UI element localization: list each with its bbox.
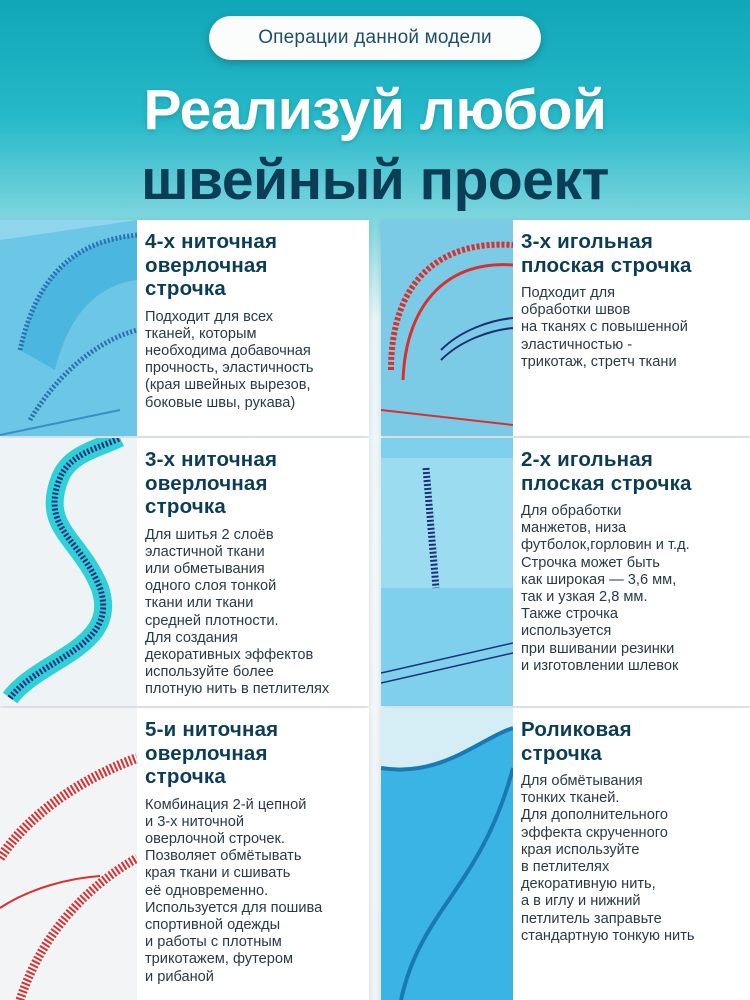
card-description: Комбинация 2-й цепной и 3-х ниточной оверлочной строчек. Позволяет обмётывать края ткани и сшивать её одновременно. Используется для пошива спортивной одежды и работы с плотным трикотажем, футером и рибаной: [145, 796, 323, 985]
fabric-photo-image: [0, 220, 137, 436]
feature-card-3-thread-overlock: [0, 438, 369, 706]
fabric-photo-image: [0, 708, 137, 1000]
feature-card-5-thread-overlock: [0, 708, 369, 1000]
fabric-photo-image: [381, 438, 513, 706]
card-description: Для обработки манжетов, низа футболок,горловин и т.д. Строчка может быть как широкая — 3,6 мм, так и узкая 2,8 мм. Также строчка используется при вшивании резинки и изготовлении шлевок: [521, 503, 690, 674]
card-title: 3-х ниточная оверлочная строчка: [145, 448, 278, 518]
feature-card-rolled-hem: [381, 708, 750, 1000]
feature-card-4-thread-overlock: [0, 220, 369, 436]
card-description: Подходит для всех тканей, которым необходима добавочная прочность, эластичность (края швейных вырезов, боковые швы, рукава): [145, 308, 314, 411]
card-title: 3-х игольная плоская строчка: [521, 230, 692, 277]
fabric-photo-image: [0, 438, 137, 706]
header-badge: Операции данной модели: [209, 16, 541, 60]
card-title: Роликовая строчка: [521, 718, 632, 765]
card-description: Подходит для обработки швов на тканях с повышенной эластичностью - трикотаж, стретч ткани: [521, 285, 688, 370]
card-title: 5-и ниточная оверлочная строчка: [145, 718, 279, 788]
card-title: 4-х ниточная оверлочная строчка: [145, 230, 278, 300]
page-title-line-2: швейный проект: [141, 148, 609, 212]
fabric-photo-image: [381, 708, 513, 1000]
card-title: 2-х игольная плоская строчка: [521, 448, 692, 495]
fabric-photo-image: [381, 220, 513, 436]
feature-card-2-needle-flatlock: [381, 438, 750, 706]
card-description: Для обмётывания тонких тканей. Для дополнительного эффекта скрученного края используйте в петлителях декоративную нить, а в иглу и нижний петлитель заправьте стандартную тонкую нить: [521, 773, 695, 944]
feature-card-3-needle-flatlock: [381, 220, 750, 436]
card-description: Для шитья 2 слоёв эластичной ткани или обметывания одного слоя тонкой ткани или ткани средней плотности. Для создания декоративных эффектов используйте более плотную нить в петлителях: [145, 526, 330, 698]
page-title-line-1: Реализуй любой: [143, 78, 607, 142]
